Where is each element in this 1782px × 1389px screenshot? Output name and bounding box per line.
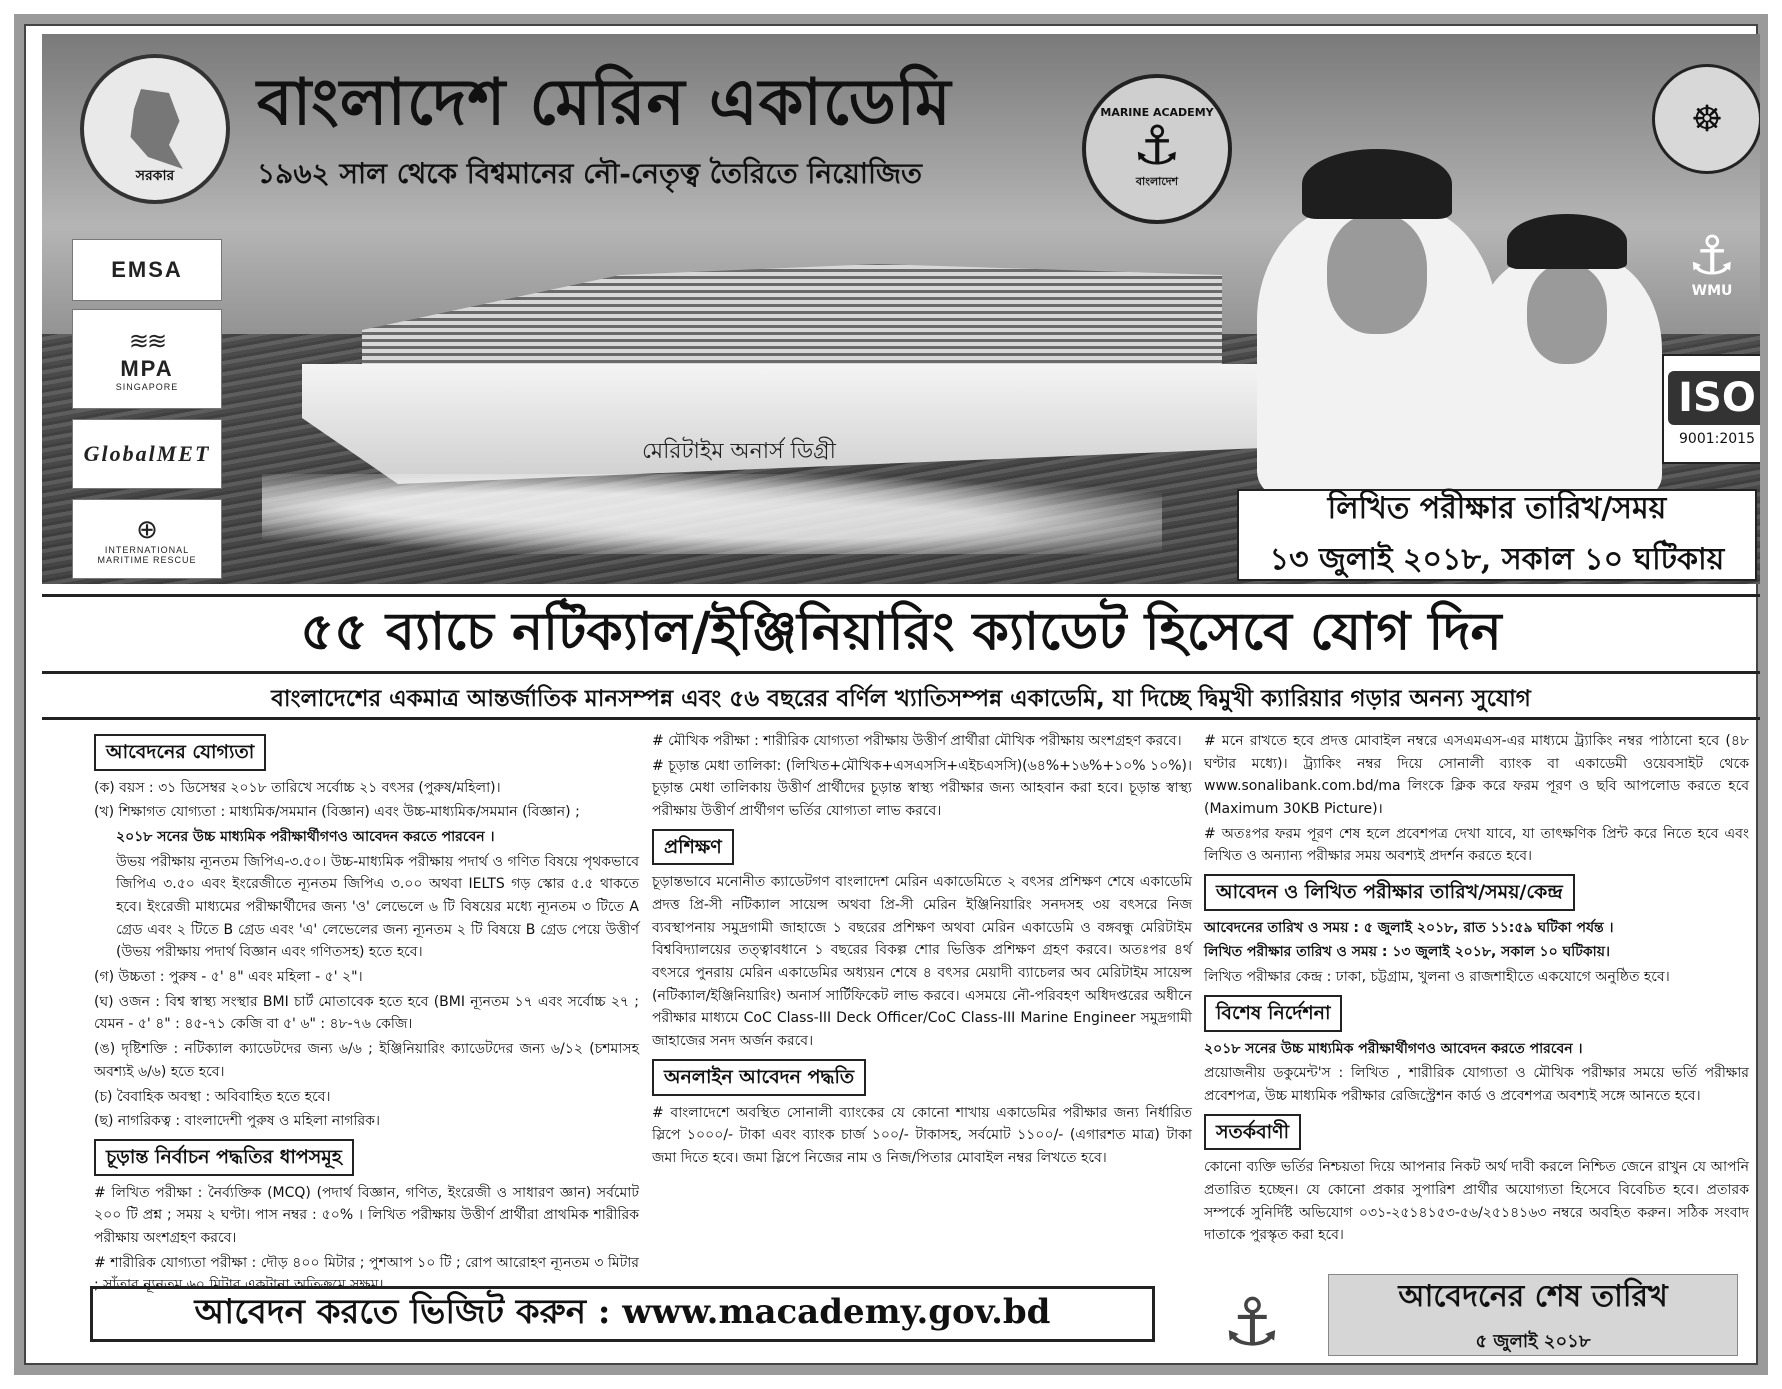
warning-heading: সতর্কবাণী bbox=[1204, 1114, 1301, 1151]
wmu-logo-icon: ⚓ WMU bbox=[1687, 224, 1737, 299]
page-title: বাংলাদেশ মেরিন একাডেমি bbox=[257, 65, 952, 140]
training-heading: প্রশিক্ষণ bbox=[652, 829, 734, 866]
page-subtitle: ১৯৬২ সাল থেকে বিশ্বমানের নৌ-নেতৃত্ব তৈরিতে নিয়োজিত bbox=[257, 157, 923, 190]
list-item: # মৌখিক পরীক্ষা : শারীরিক যোগ্যতা পরীক্ষায় উত্তীর্ণ প্রার্থীরা মৌখিক পরীক্ষায় অংশগ্রহণ করবে। bbox=[652, 733, 1182, 749]
cruise-ship-image bbox=[302, 244, 1302, 484]
anchor-icon: ⚓ bbox=[1222, 1283, 1282, 1361]
male-cadet-image bbox=[1257, 204, 1497, 494]
list-item: ২০১৮ সনের উচ্চ মাধ্যমিক পরীক্ষার্থীগণও আবেদন করতে পারবেন । bbox=[1204, 1040, 1583, 1057]
list-item: (খ) শিক্ষাগত যোগ্যতা : মাধ্যমিক/সমমান (বিজ্ঞান) এবং উচ্চ-মাধ্যমিক/সমমান (বিজ্ঞান) ; bbox=[94, 804, 580, 821]
list-item: (গ) উচ্চতা : পুরুষ - ৫' ৪" এবং মহিলা - ৫' ২"। bbox=[94, 969, 363, 986]
female-cadet-image bbox=[1472, 254, 1662, 494]
mpa-singapore-logo: ≋≋ MPA SINGAPORE bbox=[72, 309, 222, 409]
deadline-box: আবেদনের শেষ তারিখ ৫ জুলাই ২০১৮ bbox=[1328, 1274, 1738, 1356]
tagline: বাংলাদেশের একমাত্র আন্তর্জাতিক মানসম্পন্ন এবং ৫৬ বছরের বর্ণিল খ্যাতিসম্পন্ন একাডেমি, যা দিচ্ছে দ্বিমুখী ক্যারিয়ার গড়ার অনন্য সুযোগ bbox=[42, 680, 1760, 720]
column-eligibility bbox=[94, 730, 639, 1299]
special-instructions-heading: বিশেষ নির্দেশনা bbox=[1204, 995, 1342, 1032]
list-item: # অতঃপর ফরম পূরণ শেষ হলে প্রবেশপত্র দেখা যাবে, যা তাৎক্ষণিক প্রিন্ট করে নিতে হবে এবং লিখিত ও অন্যান্য পরীক্ষার সময় অবশ্যই প্রদর্শন করতে হবে। bbox=[1204, 825, 1749, 865]
training-text: চূড়ান্তভাবে মনোনীত ক্যাডেটগণ বাংলাদেশ মেরিন একাডেমিতে ২ বৎসর প্রশিক্ষণ শেষে একাডেমি প্রদত্ত প্রি-সী নটিক্যাল সায়েন্স অথবা প্রি-সী মেরিন ইঞ্জিনিয়ারিং সনদসহ ৩য় বৎসরে নিজ ব্যবস্থাপনায় সমুদ্রগামী জাহাজে ১ বছরের প্রশিক্ষণ অথবা মেরিন একাডেমি ও বঙ্গবন্ধু মেরিটাইম বিশ্ববিদ্যালয়ের তত্ত্বাবধানে ১ বছরের বিকল্প শোর ভিত্তিক প্রশিক্ষণ গ্রহণ করবে। অতঃপর ৪র্থ বৎসরে পুনরায় মেরিন একাডেমির অধ্যয়ন শেষে ৪ বৎসর মেয়াদী ব্যাচেলর অব মেরিটাইম সায়েন্স (নটিক্যাল/ইঞ্জিনিয়ারিং) অনার্স সার্টিফিকেট লাভ করবে। এসময়ে নৌ-পরিবহণ অধিদপ্তরের অধীনে পরীক্ষার মাধ্যমে CoC Class-III Deck Officer/CoC Class-III Marine Engineer সমুদ্রগামী জাহাজের সনদ অর্জন করবে। bbox=[652, 874, 1192, 1050]
list-item: # লিখিত পরীক্ষা : নৈর্ব্যক্তিক (MCQ) (পদার্থ বিজ্ঞান, গণিত, ইংরেজী ও সাধারণ জ্ঞান) সর্বমোট ২০০ টি প্রশ্ন ; সময় ২ ঘণ্টা। পাস নম্বর : ৫০% । লিখিত পরীক্ষায় উত্তীর্ণ প্রার্থীরা প্রাথমিক শারীরিক পরীক্ষায় অংশগ্রহণ করবে। bbox=[94, 1184, 639, 1246]
list-item: (চ) বৈবাহিক অবস্থা : অবিবাহিত হতে হবে। bbox=[94, 1088, 331, 1105]
bangladesh-govt-emblem-icon: সরকার bbox=[80, 54, 230, 204]
iso-certification-badge: ISO 9001:2015 bbox=[1662, 354, 1760, 464]
dates-heading: আবেদন ও লিখিত পরীক্ষার তারিখ/সময়/কেন্দ্র bbox=[1204, 874, 1575, 911]
selection-heading: চূড়ান্ত নির্বাচন পদ্ধতির ধাপসমূহ bbox=[94, 1139, 354, 1176]
headline: ৫৫ ব্যাচে নটিক্যাল/ইঞ্জিনিয়ারিং ক্যাডেট হিসেবে যোগ দিন bbox=[42, 594, 1760, 674]
list-item: প্রয়োজনীয় ডকুমেন্ট'স : লিখিত , শারীরিক যোগ্যতা ও মৌখিক পরীক্ষার সময়ে ভর্তি পরীক্ষার প্রবেশপত্র, উচ্চ মাধ্যমিক পরীক্ষার রেজিস্ট্রেশন কার্ড ও প্রবেশপত্র অবশ্যই সঙ্গে আনতে হবে। bbox=[1204, 1065, 1749, 1104]
international-maritime-rescue-logo: ⊕ INTERNATIONAL MARITIME RESCUE bbox=[72, 499, 222, 579]
list-item: (ছ) নাগরিকত্ব : বাংলাদেশী পুরুষ ও মহিলা নাগরিক। bbox=[94, 1113, 380, 1130]
ship-name-text: মেরিটাইম অনার্স ডিগ্রী bbox=[642, 439, 836, 464]
list-item: # বাংলাদেশে অবস্থিত সোনালী ব্যাংকের যে কোনো শাখায় একাডেমির পরীক্ষার জন্য নির্ধারিত স্লিপে ১০০০/- টাকা এবং ব্যাংক চার্জ ১০০/- টাকাসহ, সর্বমোট ১১০০/- (এগারশত মাত্র) টাকা জমা দিতে হবে। জমা স্লিপে নিজের নাম ও নিজ/পিতার মোবাইল নম্বর লিখতে হবে। bbox=[652, 1104, 1192, 1166]
list-item: লিখিত পরীক্ষার তারিখ ও সময় : ১৩ জুলাই ২০১৮, সকাল ১০ ঘটিকায়। bbox=[1204, 944, 1610, 961]
hero-banner bbox=[42, 34, 1760, 584]
list-item: আবেদনের তারিখ ও সময় : ৫ জুলাই ২০১৮, রাত ১১:৫৯ ঘটিকা পর্যন্ত । bbox=[1204, 919, 1614, 936]
column-training bbox=[652, 730, 1192, 1172]
visit-website-link[interactable]: আবেদন করতে ভিজিট করুন : www.macademy.gov.bd bbox=[90, 1286, 1155, 1342]
globalmet-logo: GlobalMET bbox=[72, 419, 222, 489]
list-item: লিখিত পরীক্ষার কেন্দ্র : ঢাকা, চট্টগ্রাম, খুলনা ও রাজশাহীতে একযোগে অনুষ্ঠিত হবে। bbox=[1204, 969, 1670, 986]
maritime-university-seal-icon: ☸ bbox=[1652, 64, 1760, 174]
online-application-heading: অনলাইন আবেদন পদ্ধতি bbox=[652, 1059, 866, 1096]
column-dates bbox=[1204, 730, 1749, 1249]
marine-academy-seal-icon: MARINE ACADEMY ⚓ বাংলাদেশ bbox=[1082, 74, 1232, 224]
list-item: (ঙ) দৃষ্টিশক্তি : নটিক্যাল ক্যাডেটদের জন্য ৬/৬ ; ইঞ্জিনিয়ারিং ক্যাডেটদের জন্য ৬/১২ (চশমাসহ অবশ্যই ৬/৬) হতে হবে। bbox=[94, 1041, 639, 1080]
list-item: # মনে রাখতে হবে প্রদত্ত মোবাইল নম্বরে এসএমএস-এর মাধ্যমে ট্র্যাকিং নম্বর পাঠানো হবে (৪৮ ঘণ্টার মধ্যে)। ট্র্যাকিং নম্বর দিয়ে সোনালী ব্যাংক বা একাডেমী ওয়েবসাইট থেকে www.sonalibank.com.bd/ma লিংকে ক্লিক করে ফরম পূরণ ও ছবি আপলোড করতে হবে (Maximum 30KB Picture)। bbox=[1204, 733, 1749, 818]
list-item: (ঘ) ওজন : বিশ্ব স্বাস্থ্য সংস্থার BMI চার্ট মোতাবেক হতে হবে (BMI ন্যূনতম ১৭ এবং সর্বোচ্চ ২৭ ; যেমন - ৫' ৪" : ৪৫-৭১ কেজি বা ৫' ৬" : ৪৮-৭৬ কেজি। bbox=[94, 993, 639, 1033]
list-item: উভয় পরীক্ষায় ন্যূনতম জিপিএ-৩.৫০। উচ্চ-মাধ্যমিক পরীক্ষায় পদার্থ ও গণিত বিষয়ে পৃথকভাবে জিপিএ ৩.৫০ এবং ইংরেজীতে ন্যূনতম জিপিএ ৩.০০ অথবা IELTS গড় স্কোর ৫.৫ থাকতে হবে। ইংরেজী মাধ্যমের পরীক্ষার্থীদের জন্য 'ও' লেভেলে ৬ টি বিষয়ের মধ্যে ন্যূনতম ৩ টিতে A গ্রেড এবং ২ টিতে B গ্রেড এবং 'এ' লেভেলের জন্য ন্যূনতম ২ টি বিষয়ে B গ্রেড পেয়ে উত্তীর্ণ (উভয় পরীক্ষায় পদার্থ বিজ্ঞান এবং গণিতসহ) হতে হবে। bbox=[116, 853, 639, 961]
emsa-logo: EMSA bbox=[72, 239, 222, 301]
eligibility-heading: আবেদনের যোগ্যতা bbox=[94, 734, 266, 771]
advertisement-frame bbox=[14, 14, 1768, 1375]
list-item: # শারীরিক যোগ্যতা পরীক্ষা : দৌড় ৪০০ মিটার ; পুশআপ ১০ টি ; রোপ আরোহণ ন্যূনতম ৩ মিটার ; সাঁতার ন্যূনতম ৬০ মিটার একটানা অতিক্রমে সক্ষম। bbox=[94, 1254, 639, 1294]
exam-date-box: লিখিত পরীক্ষার তারিখ/সময় ১৩ জুলাই ২০১৮, সকাল ১০ ঘটিকায় bbox=[1237, 489, 1757, 581]
list-item: # চূড়ান্ত মেধা তালিকা: (লিখিত+মৌখিক+এসএসসি+এইচএসসি)(৬৪%+১৬%+১০% ১০%)। চূড়ান্ত মেধা তালিকায় উত্তীর্ণ প্রার্থীদের চূড়ান্ত স্বাস্থ্য পরীক্ষার জন্য আহবান করা হবে। চূড়ান্ত স্বাস্থ্য পরীক্ষায় উত্তীর্ণ প্রার্থীগণ ভর্তির যোগ্যতা লাভ করবে। bbox=[652, 757, 1192, 820]
warning-text: কোনো ব্যক্তি ভর্তির নিশ্চয়তা দিয়ে আপনার নিকট অর্থ দাবী করলে নিশ্চিত জেনে রাখুন যে আপনি প্রতারিত হচ্ছেন। যে কোনো প্রকার সুপারিশ প্রার্থীর অযোগ্যতা হিসেবে বিবেচিত হবে। প্রতারক সম্পর্কে সুনির্দিষ্ট অভিযোগ ০৩১-২৫১৪১৫৩-৫৬/২৫১৪১৬৩ নম্বরে অবহিত করুন। সঠিক সংবাদ দাতাকে পুরস্কৃত করা হবে। bbox=[1204, 1159, 1749, 1244]
list-item: ২০১৮ সনের উচ্চ মাধ্যমিক পরীক্ষার্থীগণও আবেদন করতে পারবেন । bbox=[116, 829, 495, 846]
list-item: (ক) বয়স : ৩১ ডিসেম্বর ২০১৮ তারিখে সর্বোচ্চ ২১ বৎসর (পুরুষ/মহিলা)। bbox=[94, 779, 501, 796]
